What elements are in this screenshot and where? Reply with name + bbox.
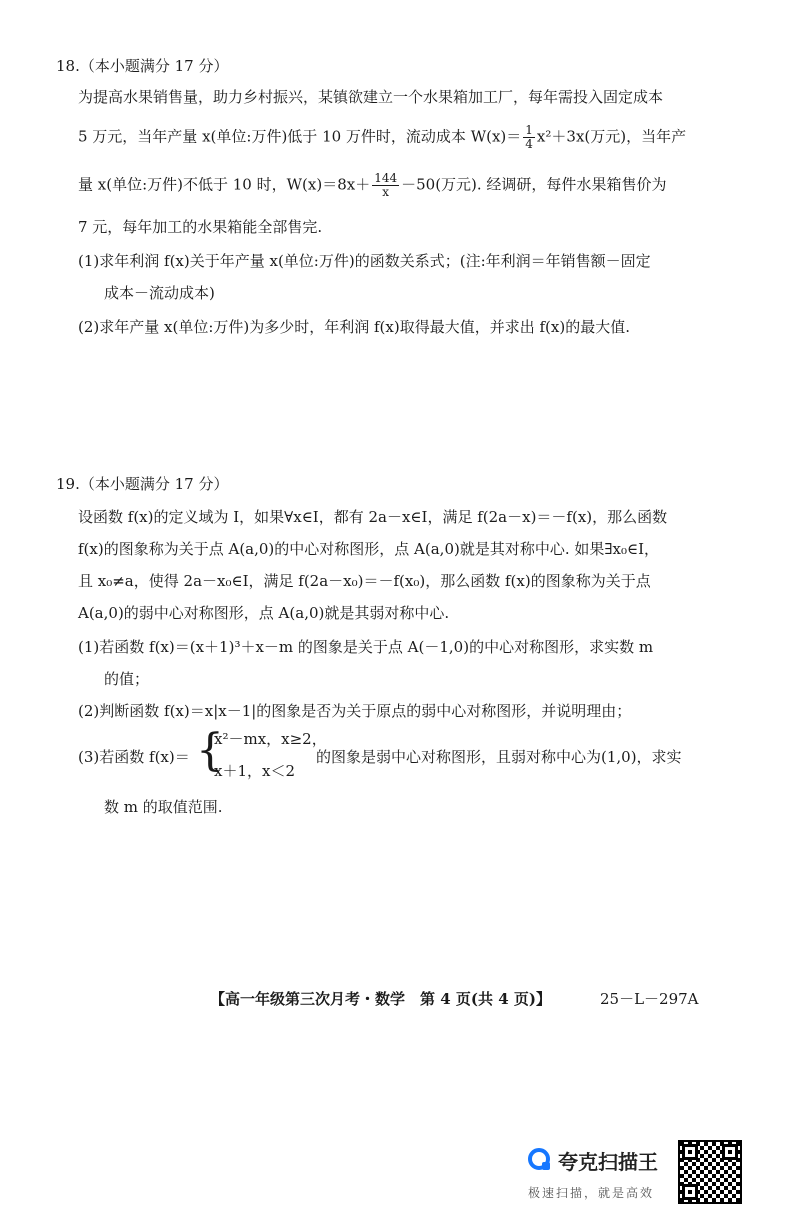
q19-line-1: 设函数 f(x)的定义域为 I，如果∀x∈I，都有 2a－x∈I，满足 f(2a－x)＝－f(x)，那么函数 [78, 508, 668, 526]
q18-line-3 [78, 172, 666, 199]
q18-line-4: 7 元，每年加工的水果箱能全部售完. [78, 218, 323, 236]
scanner-watermark [528, 1146, 668, 1206]
fraction-denominator: x [382, 185, 390, 199]
quark-logo-icon [528, 1148, 550, 1170]
fraction-numerator: 1 [525, 123, 533, 137]
qr-code-icon [678, 1140, 742, 1204]
q19-line-3: 且 x₀≠a，使得 2a－x₀∈I，满足 f(2a－x₀)＝－f(x₀)，那么函数 f(x)的图象称为关于点 [78, 572, 651, 590]
q18-line-2 [78, 124, 686, 151]
fraction-144-over-x [372, 172, 399, 199]
scanner-app-name: 夸克扫描王 [558, 1150, 658, 1174]
page-footer-code: 25－L－297A [600, 990, 699, 1008]
q19-line-2: f(x)的图象称为关于点 A(a,0)的中心对称图形，点 A(a,0)就是其对称中心. 如果∃x₀∈I， [78, 540, 660, 558]
q19-part-3-start: (3)若函数 f(x)＝ [78, 748, 190, 766]
q18-line-2-start: 5 万元，当年产量 x(单位:万件)低于 10 万件时，流动成本 W(x)＝ [78, 127, 522, 146]
q19-part-1: (1)若函数 f(x)＝(x＋1)³＋x－m 的图象是关于点 A(－1,0)的中心对称图形，求实数 m [78, 638, 654, 656]
scanner-tagline: 极速扫描，就是高效 [528, 1186, 655, 1200]
piecewise-brace: { [196, 725, 224, 776]
q19-part-3-end: 的图象是弱中心对称图形，且弱对称中心为(1,0)，求实 [316, 748, 682, 766]
fraction-one-quarter [523, 124, 535, 151]
q18-heading: 18.（本小题满分 17 分） [56, 57, 229, 75]
qr-corner [722, 1144, 738, 1160]
piecewise-case-2: x＋1，x＜2 [214, 762, 296, 780]
fraction-denominator: 4 [525, 137, 533, 151]
q18-line-2-end: x²＋3x(万元)，当年产 [536, 127, 687, 146]
piecewise-case-1: x²－mx，x≥2， [214, 730, 327, 748]
q18-line-3-start: 量 x(单位:万件)不低于 10 时，W(x)＝8x＋ [78, 175, 371, 194]
q19-part-2: (2)判断函数 f(x)＝x|x－1|的图象是否为关于原点的弱中心对称图形，并说明理由； [78, 702, 632, 720]
q19-part-3-cont: 数 m 的取值范围. [104, 798, 223, 816]
qr-corner [682, 1184, 698, 1200]
page-footer-title: 【高一年级第三次月考・数学 第 4 页(共 4 页)】 [210, 990, 551, 1008]
qr-corner [682, 1144, 698, 1160]
q18-part-1-cont: 成本－流动成本) [104, 284, 215, 302]
q19-line-4: A(a,0)的弱中心对称图形，点 A(a,0)就是其弱对称中心. [78, 604, 450, 622]
fraction-numerator: 144 [374, 171, 398, 185]
q18-part-1: (1)求年利润 f(x)关于年产量 x(单位:万件)的函数关系式；(注:年利润＝年销售额－固定 [78, 252, 651, 270]
q19-part-1-cont: 的值； [104, 670, 150, 688]
q18-line-1: 为提高水果销售量，助力乡村振兴，某镇欲建立一个水果箱加工厂，每年需投入固定成本 [78, 88, 664, 106]
q18-line-3-end: －50(万元). 经调研，每件水果箱售价为 [401, 175, 667, 194]
q18-part-2: (2)求年产量 x(单位:万件)为多少时，年利润 f(x)取得最大值，并求出 f(x)的最大值. [78, 318, 630, 336]
q19-heading: 19.（本小题满分 17 分） [56, 475, 229, 493]
